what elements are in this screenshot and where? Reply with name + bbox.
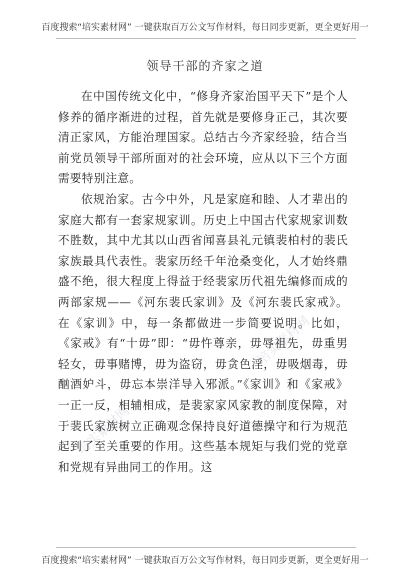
footer-divider (56, 547, 356, 548)
footer-banner: 百度搜索“培实素材网” 一键获取百万公文写作材料，每日同步更新，更全更好用一 (41, 556, 369, 566)
header-divider (56, 38, 356, 39)
watermark: 培实素材网 (74, 403, 134, 459)
paragraph-rules: 依规治家。古今中外，凡是家庭和睦、人才辈出的家庭大都有一套家规家训。历史上中国古代家规家训数不胜数，其中尤其以山西省闻喜县礼元镇裴柏村的裴氏家族最具代表性。裴家历经千年沧桑变化，人才始终鼎盛不绝，很大程度上得益于经裴家历代祖先编修而成的两部家规——《河东裴氏家训》及《河东裴氏家戒》。在《家训》中，每一条都做进一步简要说明。比如，《家戒》有“十毋”即：“毋忤尊亲，毋辱祖先，毋重男轻女，毋事赌博，毋为盗窃，毋贪色淫，毋吸烟毒，毋酗酒妒斗，毋忘本崇洋导入邪派。”《家训》和《家戒》一正一反，相辅相成，是裴家家风家教的制度保障，对于裴氏家族树立正确观念保持良好道德操守和行为规范起到了至关重要的作用。这些基本规矩与我们党的党章和党规有异曲同工的作用。这 (58, 191, 348, 474)
watermark: 培实素材网 (254, 313, 314, 369)
header-banner: 百度搜索“培实素材网” 一键获取百万公文写作材料，每日同步更新，更全更好用一 (41, 23, 369, 33)
paragraph-intro: 在中国传统文化中，“修身齐家治国平天下”是个人修养的循序渐进的过程，首先就是要修身正己，其次要清正家风，方能治理国家。总结古今齐家经验，结合当前党员领导干部所面对的社会环境，应从以下三个方面需要特别注意。 (58, 89, 348, 186)
document-body (58, 86, 348, 477)
document-title: 领导干部的齐家之道 (146, 59, 264, 73)
